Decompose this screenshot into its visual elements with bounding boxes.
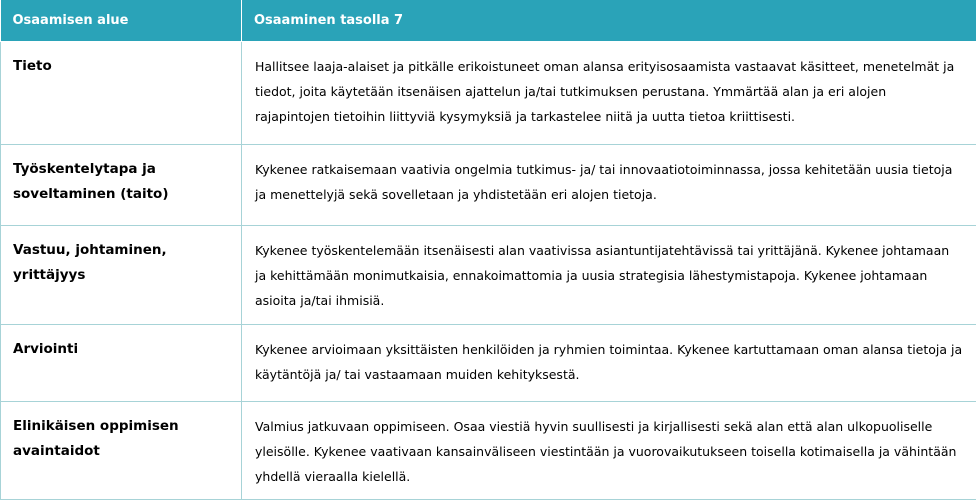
description-cell: Hallitsee laaja-alaiset ja pitkälle erikoistuneet oman alansa erityisosaamista vastaavat käsitteet, menetelmät ja tiedot, joita käytetään itsenäisen ajattelun ja/tai tutkimuksen perustana. Ymmärtää alan ja eri alojen rajapintojen tietoihin liittyviä kysymyksiä ja tarkastelee niitä ja uutta tietoa kriittisesti. xyxy=(242,42,976,145)
description-cell: Kykenee työskentelemään itsenäisesti alan vaativissa asiantuntijatehtävissä tai yrittäjänä. Kykenee johtamaan ja kehittämään monimutkaisia, ennakoimattomia ja uusia strategisia lähestymistapoja. Kykenee johtamaan asioita ja/tai ihmisiä. xyxy=(242,226,976,325)
description-cell: Kykenee arvioimaan yksittäisten henkilöiden ja ryhmien toimintaa. Kykenee kartuttamaan oman alansa tietoja ja käytäntöjä ja/ tai vastaamaan muiden kehityksestä. xyxy=(242,325,976,402)
table-header-row xyxy=(1,0,976,42)
table-row xyxy=(1,42,976,145)
description-cell: Kykenee ratkaisemaan vaativia ongelmia tutkimus- ja/ tai innovaatiotoiminnassa, jossa kehitetään uusia tietoja ja menettelyjä sekä sovelletaan ja yhdistetään eri alojen tietoja. xyxy=(242,145,976,226)
table-row xyxy=(1,402,976,500)
area-cell: Työskentelytapa ja soveltaminen (taito) xyxy=(1,145,242,226)
area-cell: Elinikäisen oppimisen avaintaidot xyxy=(1,402,242,500)
column-header-level: Osaaminen tasolla 7 xyxy=(242,0,976,42)
table-row xyxy=(1,145,976,226)
table-row xyxy=(1,325,976,402)
table-row xyxy=(1,226,976,325)
description-cell: Valmius jatkuvaan oppimiseen. Osaa viestiä hyvin suullisesti ja kirjallisesti sekä alan että alan ulkopuoliselle yleisölle. Kykenee vaativaan kansainväliseen viestintään ja vuorovaikutukseen toisella kotimaisella ja vähintään yhdellä vieraalla kielellä. xyxy=(242,402,976,500)
area-cell: Tieto xyxy=(1,42,242,145)
column-header-area: Osaamisen alue xyxy=(1,0,242,42)
area-cell: Arviointi xyxy=(1,325,242,402)
area-cell: Vastuu, johtaminen, yrittäjyys xyxy=(1,226,242,325)
